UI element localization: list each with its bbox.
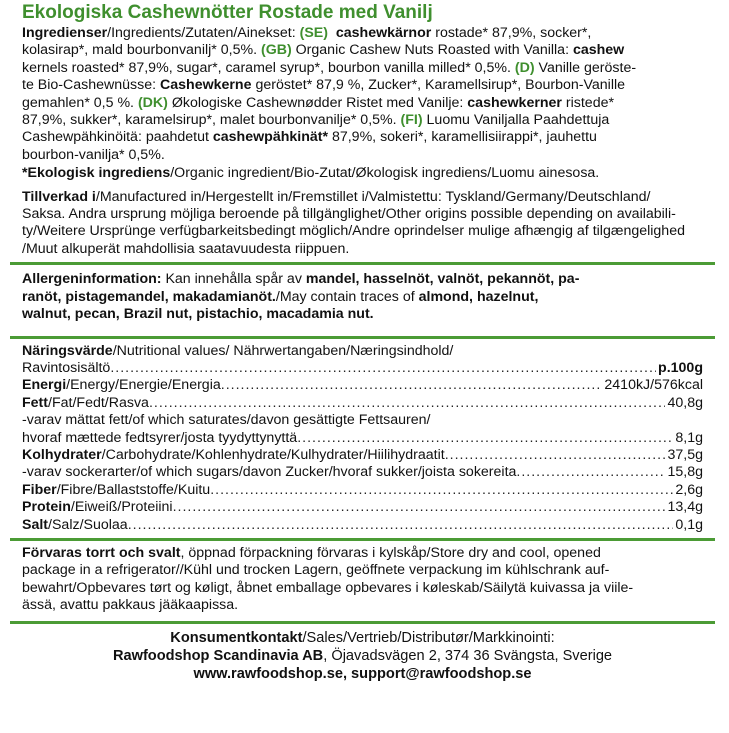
lang-code-fi: (FI) — [400, 112, 423, 129]
web-and-email: www.rawfoodshop.se, support@rawfoodshop.se — [193, 666, 532, 683]
ingredients-line: kolasirap*, mald bourbonvanilj* 0,5%. (GB) Organic Cashew Nuts Roasted with Vanilla: cashew — [22, 42, 625, 59]
lang-code-se: (SE) — [299, 25, 328, 41]
ingredients-label: Ingredienser — [22, 25, 108, 41]
contact-label: Konsumentkontakt — [170, 629, 303, 646]
company-name: Rawfoodshop Scandinavia AB — [112, 648, 324, 664]
nutrition-row: Fiber/Fibre/Ballaststoffe/Kuitu ..... 2,6g — [22, 482, 703, 499]
lang-code-dk: (DK) — [137, 94, 168, 111]
ingredients-line: 87,9%, sukker*, karamelsirup*, malet bourbonvanilje* 0,5%. (FI) Luomu Vaniljalla Paahdettuja — [22, 112, 610, 129]
divider — [10, 621, 715, 624]
ingredients-line: Ingredienser/Ingredients/Zutaten/Ainekset: (SE) cashewkärnor rostade* 87,9%, socker*, — [22, 25, 592, 41]
nutrition-row: Protein/Eiweiß/Proteiini ..... 13,4g — [22, 499, 703, 516]
lang-code-d: (D) — [514, 59, 535, 76]
ingredients-line: kernels roasted* 87,9%, sugar*, caramel syrup*, bourbon vanilla milled* 0,5%. (D) Vanille geröste- — [22, 59, 637, 76]
storage-section: Förvaras torrt och svalt, öppnad förpackning förvaras i kylskåp/Store dry and cool, opened package in a refrigerator//Kühl und trocken Lagern, geöffnete verpackung im kühlschrank auf- bewahrt/Opbevares tørt og køligt, åbnet emballage opbevares i køleskab/Säilytä kuivassa ja viile- ässä, avattu pakkaus jääkaapissa. — [22, 544, 634, 614]
contact-section: Konsumentkontakt/Sales/Vertrieb/Distributør/Markkinointi: Rawfoodshop Scandinavia AB, Öjavadsvägen 2, 374 36 Svängsta, Sverige www.rawfoodshop.se, support@rawfoodshop.se — [112, 629, 613, 683]
nutrition-row: -varav mättat fett/of which saturates/davon gesättigte Fettsauren/ — [22, 412, 431, 429]
ingredients-section — [22, 25, 703, 183]
nutrition-row: Kolhydrater/Carbohydrate/Kohlenhydrate/Kulhydrater/Hiilihydraatit ..... 37,5g — [22, 447, 703, 464]
product-label — [0, 2, 729, 733]
organic-note: *Ekologisk ingrediens/Organic ingredient/Bio-Zutat/Økologisk ingrediens/Luomu ainesosa. — [22, 165, 600, 182]
nutrition-row: Energi/Energy/Energie/Energia ..... 2410kJ/576kcal — [22, 377, 703, 394]
nutrition-row: Salt/Salz/Suolaa ..... 0,1g — [22, 517, 703, 534]
origin-section: Tillverkad i/Manufactured in/Hergestellt in/Fremstillet i/Valmistettu: Tyskland/Germany/Deutschland/ Saksa. Andra ursprung möjliga beroende på tillgänglighet/Other origins possible depending on availabili- ty/Weitere Ursprünge verfügbarkeitsbedingt möglich/Andre oprindelser mulige afhængig af tilgængelighed /Muut alkuperät mahdollisia saatavuudesta riippuen. — [22, 188, 685, 257]
ingredients-line: Cashewpähkinöitä: paahdetut cashewpähkinät* 87,9%, sokeri*, karamellisiirappi*, jauhettu — [22, 129, 597, 146]
divider — [10, 538, 715, 541]
divider — [10, 262, 715, 265]
allergen-section: Allergeninformation: Kan innehålla spår av mandel, hasselnöt, valnöt, pekannöt, pa- ranöt, pistagemandel, makadamianöt./May contain traces of almond, hazelnut, walnut, pecan, Brazil nut, pistachio, macadamia nut. — [22, 271, 580, 323]
storage-label: Förvaras torrt och svalt — [22, 544, 181, 561]
per-100g: p.100g — [658, 359, 703, 376]
nutrition-row: hvoraf mættede fedtsyrer/josta tyydyttynyttä ..... 8,1g — [22, 430, 703, 447]
ingredients-line: gemahlen* 0,5 %. (DK) Økologiske Cashewnødder Ristet med Vanilje: cashewkerner ristede* — [22, 94, 614, 111]
ingredients-line: bourbon-vanilja* 0,5%. — [22, 146, 165, 163]
lang-code-gb: (GB) — [260, 42, 292, 59]
allergen-label: Allergeninformation: — [22, 271, 162, 288]
nutrition-header: Näringsvärde/Nutritional values/ Nährwertangaben/Næringsindhold/ — [22, 342, 454, 359]
company-address: , Öjavadsvägen 2, 374 36 Svängsta, Sverige — [323, 648, 613, 664]
nutrition-table — [22, 343, 703, 534]
divider — [10, 336, 715, 339]
product-title: Ekologiska Cashewnötter Rostade med Vanilj — [22, 2, 433, 23]
ingredients-line: te Bio-Cashewnüsse: Cashewkerne geröstet* 87,9 %, Zucker*, Karamellsirup*, Bourbon-Vanille — [22, 77, 626, 94]
nutrition-subheader: Ravintosisältö ..... p.100g — [22, 360, 703, 377]
nutrition-row: Fett/Fat/Fedt/Rasva ..... 40,8g — [22, 395, 703, 412]
origin-label: Tillverkad i — [22, 188, 96, 205]
nutrition-row: -varav sockerarter/of which sugars/davon Zucker/hvoraf sukker/joista sokereita ..... 15,8g — [22, 464, 703, 481]
